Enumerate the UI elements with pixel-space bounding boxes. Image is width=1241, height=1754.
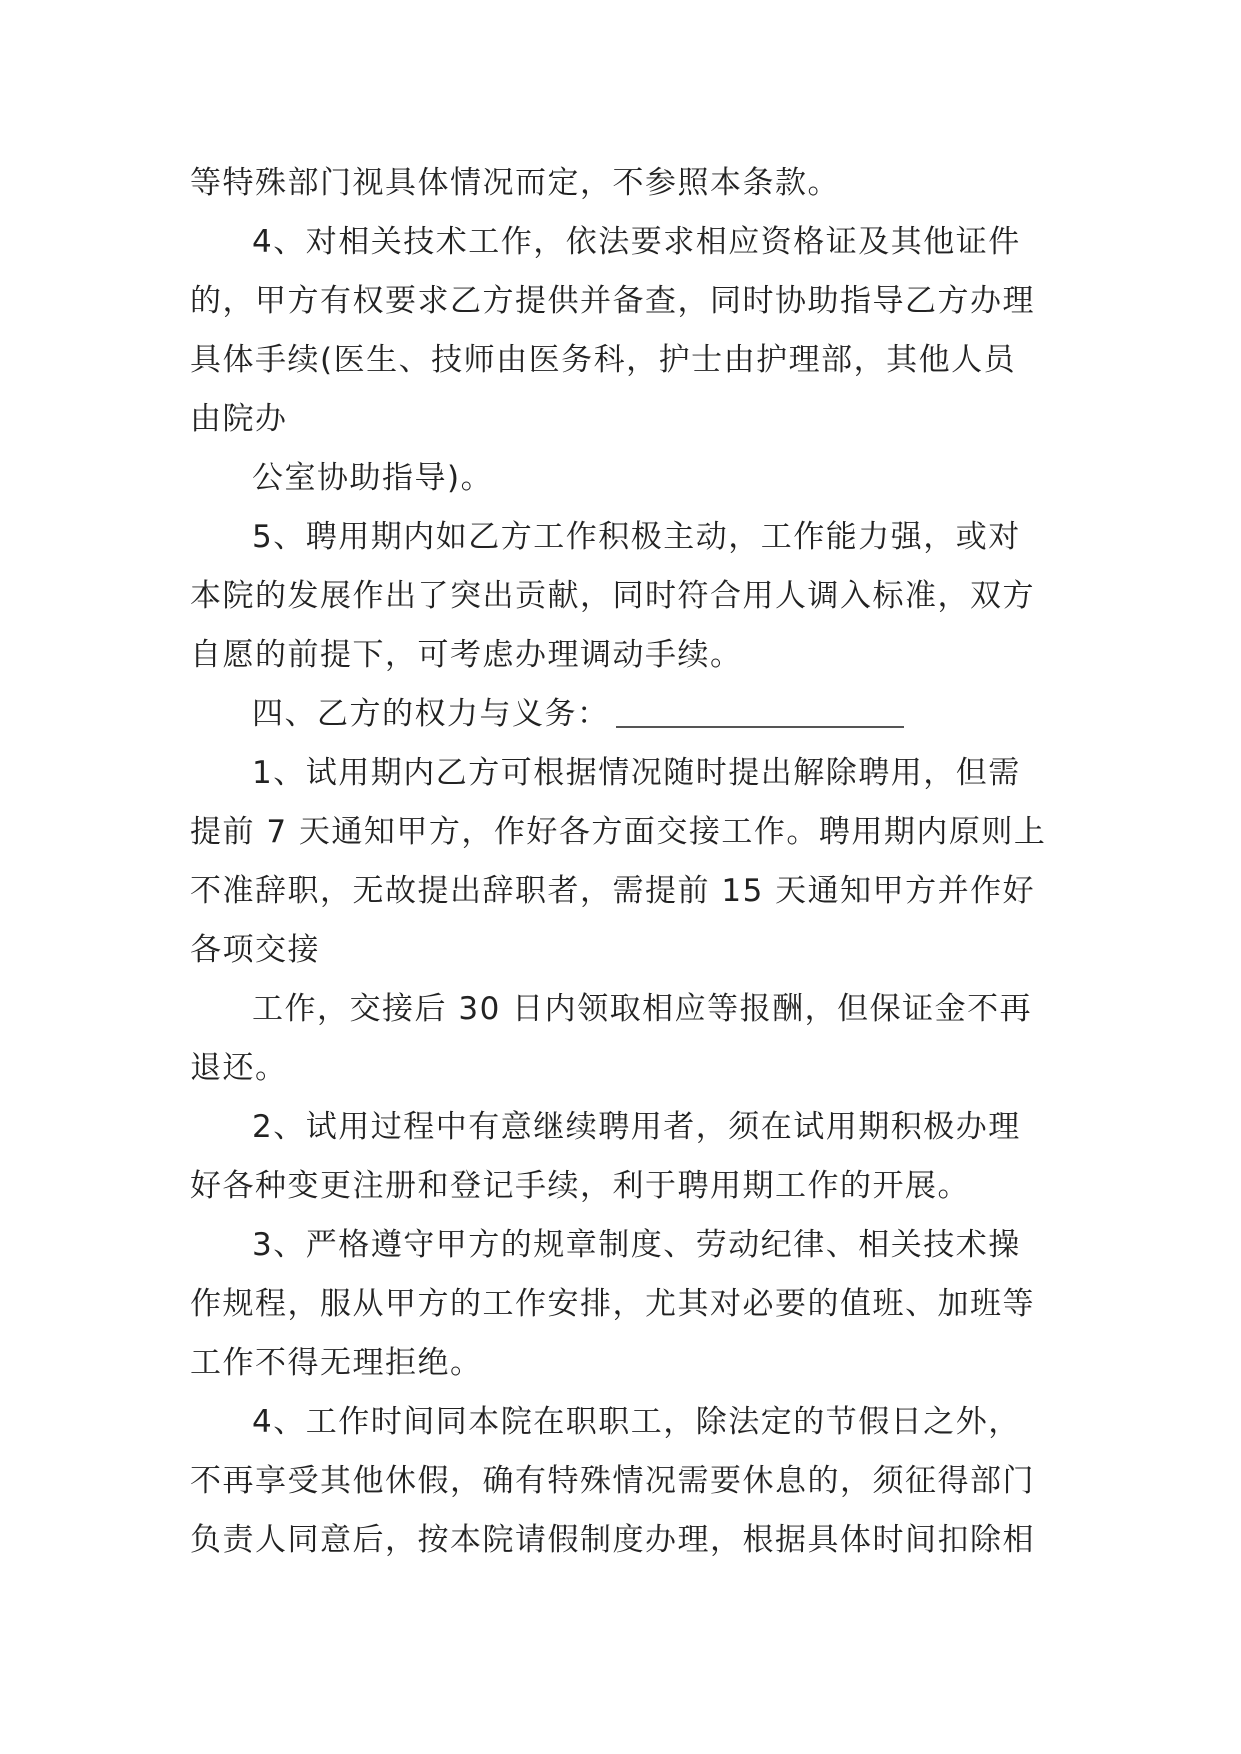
text-line: 各项交接 — [190, 932, 320, 968]
text-line: 等特殊部门视具体情况而定，不参照本条款。 — [190, 165, 840, 201]
text-line: 公室协助指导)。 — [252, 460, 494, 496]
text-line: 本院的发展作出了突出贡献，同时符合用人调入标准，双方 — [190, 578, 1035, 614]
text-line: 2、试用过程中有意继续聘用者，须在试用期积极办理 — [252, 1109, 1021, 1145]
text-line: 作规程，服从甲方的工作安排，尤其对必要的值班、加班等 — [190, 1286, 1035, 1322]
text-line: 4、工作时间同本院在职职工，除法定的节假日之外， — [252, 1404, 1021, 1440]
text-line: 具体手续(医生、技师由医务科，护士由护理部，其他人员 — [190, 342, 1017, 378]
text-line: 提前 7 天通知甲方，作好各方面交接工作。聘用期内原则上 — [190, 814, 1047, 850]
text-line: 3、严格遵守甲方的规章制度、劳动纪律、相关技术操 — [252, 1227, 1021, 1263]
text-line: 工作不得无理拒绝。 — [190, 1345, 483, 1381]
text-line: 不准辞职，无故提出辞职者，需提前 15 天通知甲方并作好 — [190, 873, 1036, 909]
text-line: 由院办 — [190, 401, 288, 437]
text-line: 工作，交接后 30 日内领取相应等报酬，但保证金不再 — [252, 991, 1033, 1027]
text-line: 4、对相关技术工作，依法要求相应资格证及其他证件 — [252, 224, 1021, 260]
section-heading — [252, 694, 904, 734]
text-line: 5、聘用期内如乙方工作积极主动，工作能力强，或对 — [252, 519, 1021, 555]
text-line: 不再享受其他休假，确有特殊情况需要休息的，须征得部门 — [190, 1463, 1035, 1499]
text-line: 退还。 — [190, 1050, 288, 1086]
text-line: 负责人同意后，按本院请假制度办理，根据具体时间扣除相 — [190, 1522, 1035, 1558]
text-line: 好各种变更注册和登记手续，利于聘用期工作的开展。 — [190, 1168, 970, 1204]
text-line: 1、试用期内乙方可根据情况随时提出解除聘用，但需 — [252, 755, 1021, 791]
text-line: 自愿的前提下，可考虑办理调动手续。 — [190, 637, 743, 673]
text-line: 的，甲方有权要求乙方提供并备查，同时协助指导乙方办理 — [190, 283, 1035, 319]
section-heading-text: 四、乙方的权力与义务： — [252, 696, 610, 732]
blank-underline — [616, 724, 904, 728]
